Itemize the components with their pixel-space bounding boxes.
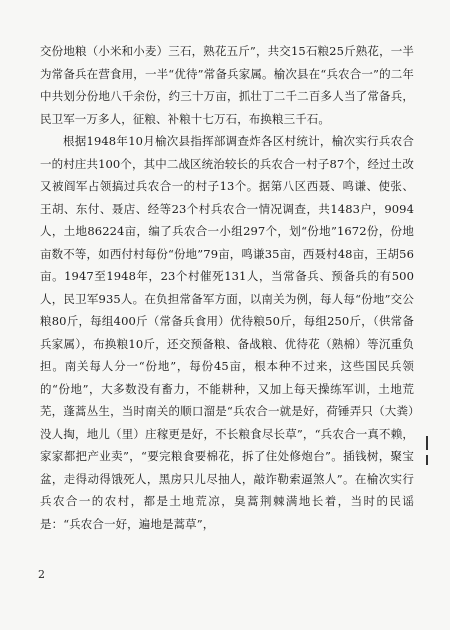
body-text	[40, 40, 414, 535]
paragraph-continuation: 交份地粮（小米和小麦）三石，熟花五斤”，共交15石粮25斤熟花，一半为常备兵在营食用，一半“优待”常备兵家属。榆次县在“兵农合一”的二年中共划分份地八千余份，约三十万亩，抓壮丁二千二百多人当了常备兵，民卫军一万多人，征粮、补粮十七万石，布换粮三千石。	[40, 44, 414, 126]
paragraph-survey: 根据1948年10月榆次县指挥部调查炸各区村统计，榆次实行兵农合一的村庄共100个，其中二战区统治较长的兵农合一村子87个，经过土改又被阎军占领搞过兵农合一的村子13个。据第八区西聂、鸣谦、使张、王胡、东付、聂店、经等23个村兵农合一情况调查，共1483户，9094人，土地86224亩，编了兵农合一小组297个，划“份地”1672份，份地亩数不等，如西付村每份“份地”79亩，鸣谦35亩，西聂村48亩，王胡56亩。1947至1948年，23个村催死131人，当常备兵、预备兵的有500人，民卫军935人。在负担常备军方面，以南关为例，每人每“份地”交公粮80斤，每组400斤（常备兵食用）优待粮50斤，每组250斤，（供常备兵家属），布换粮10斤，还交预备粮、备战粮、优待花（熟棉）等沉重负担。南关每人分一“份地”，每份45亩，根本种不过来，这些国民兵领的“份地”，大多数没有畜力，不能耕种，又加上每天操练军训，土地荒芜，蓬蒿丛生，当时南关的顺口溜是“兵农合一就是好，荷锤弄只（大粪）没人掏，地儿（里）庄稼更是好，不长粮食尽长草”，“兵农合一真不赖，家家都把产业卖”，“要完粮食要棉花，拆了住处修炮台”。插钱树，聚宝盆，走得动得饿死人，黑房只儿尽抽人，敲诈勒索逼煞人”。在榆次实行兵农合一的农村，都是土地荒凉，臭蒿荆棘满地长着，当时的民谣是：“兵农合一好，遍地是蒿草”，	[40, 134, 414, 531]
page-number: 2	[38, 568, 45, 581]
margin-mark	[426, 455, 428, 465]
margin-mark	[426, 436, 428, 450]
